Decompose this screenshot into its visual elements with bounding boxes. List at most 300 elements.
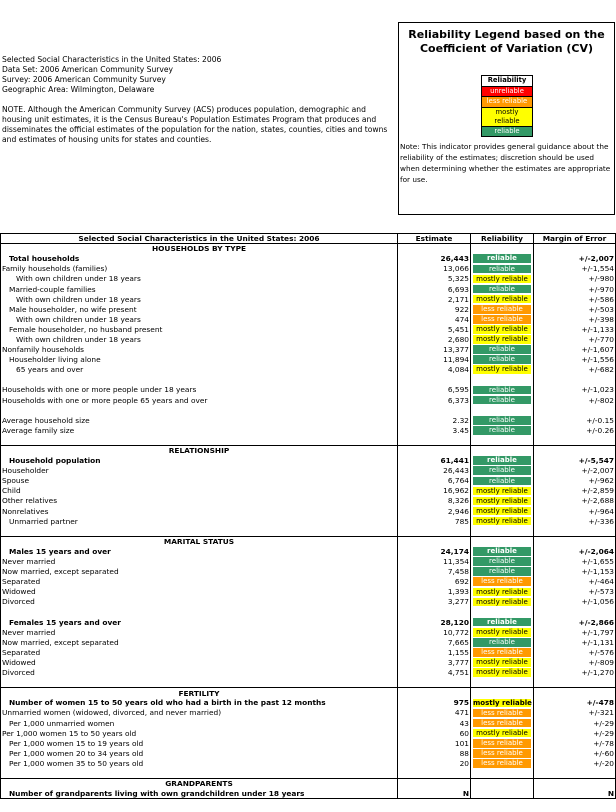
margin-of-error-cell: +/-1,797 [534, 627, 616, 637]
empty-cell [1, 435, 398, 445]
table-row [1, 284, 616, 294]
empty-cell [471, 607, 534, 617]
estimate-cell: 24,174 [398, 546, 471, 556]
row-label: Spouse [1, 476, 398, 486]
empty-cell [534, 768, 616, 778]
margin-of-error-cell: +/-809 [534, 657, 616, 667]
estimate-cell: N [398, 789, 471, 799]
reliability-cell [471, 284, 534, 294]
row-label: Widowed [1, 657, 398, 667]
reliability-cell [471, 728, 534, 738]
row-label: With own children under 18 years [1, 274, 398, 284]
table-header-row [1, 234, 616, 244]
empty-cell [1, 607, 398, 617]
spacer-row [1, 678, 616, 688]
row-label: Separated [1, 577, 398, 587]
margin-of-error-cell: +/-2,007 [534, 466, 616, 476]
section-title: FERTILITY [1, 688, 398, 698]
reliability-badge: mostly reliable [473, 628, 531, 637]
table-row [1, 304, 616, 314]
row-label: Widowed [1, 587, 398, 597]
table-row [1, 577, 616, 587]
margin-of-error-cell: N [534, 789, 616, 799]
empty-cell [398, 678, 471, 688]
reliability-cell [471, 425, 534, 435]
table-row [1, 597, 616, 607]
estimate-cell: 5,451 [398, 324, 471, 334]
empty-cell [398, 244, 471, 254]
spacer-row [1, 526, 616, 536]
margin-of-error-cell: +/-464 [534, 577, 616, 587]
table-row [1, 365, 616, 375]
estimate-cell: 28,120 [398, 617, 471, 627]
margin-of-error-cell: +/-2,064 [534, 546, 616, 556]
table-row [1, 425, 616, 435]
table-row [1, 617, 616, 627]
reliability-cell [471, 506, 534, 516]
estimate-cell: 4,084 [398, 365, 471, 375]
margin-of-error-cell: +/-336 [534, 516, 616, 526]
reliability-cell [471, 274, 534, 284]
table-row [1, 657, 616, 667]
margin-of-error-cell: +/-0.26 [534, 425, 616, 435]
empty-cell [1, 526, 398, 536]
row-label: Nonfamily households [1, 345, 398, 355]
margin-of-error-cell: +/-1,270 [534, 668, 616, 678]
estimate-cell: 2,946 [398, 506, 471, 516]
table-row [1, 557, 616, 567]
reliability-badge: reliable [473, 466, 531, 475]
margin-of-error-cell: +/-962 [534, 476, 616, 486]
row-label: Married-couple families [1, 284, 398, 294]
section-header-row [1, 779, 616, 789]
margin-of-error-cell: +/-980 [534, 274, 616, 284]
table-row [1, 415, 616, 425]
legend-heading: Reliability [482, 76, 533, 87]
estimate-cell: 6,373 [398, 395, 471, 405]
table-row [1, 506, 616, 516]
row-label: Family households (families) [1, 264, 398, 274]
table-row [1, 546, 616, 556]
reliability-cell [471, 718, 534, 728]
section-title: RELATIONSHIP [1, 445, 398, 455]
legend-item-reliable: reliable [482, 126, 533, 137]
row-label: Divorced [1, 597, 398, 607]
estimate-cell: 471 [398, 708, 471, 718]
estimate-cell: 88 [398, 748, 471, 758]
reliability-cell [471, 294, 534, 304]
margin-of-error-cell: +/-573 [534, 587, 616, 597]
estimate-cell: 6,693 [398, 284, 471, 294]
margin-of-error-cell: +/-1,023 [534, 385, 616, 395]
row-label: Households with one or more people under 18 years [1, 385, 398, 395]
estimate-cell: 26,443 [398, 254, 471, 264]
estimate-cell: 26,443 [398, 466, 471, 476]
reliability-badge: mostly reliable [473, 658, 531, 667]
estimate-cell: 11,894 [398, 355, 471, 365]
estimate-cell: 2.32 [398, 415, 471, 425]
reliability-badge: mostly reliable [473, 325, 531, 334]
row-label: Householder [1, 466, 398, 476]
estimate-cell: 5,325 [398, 274, 471, 284]
column-header-margin-of-error: Margin of Error [534, 234, 616, 244]
margin-of-error-cell: +/-1,056 [534, 597, 616, 607]
row-label: Now married, except separated [1, 637, 398, 647]
reliability-cell [471, 647, 534, 657]
reliability-cell [471, 385, 534, 395]
header-note: NOTE. Although the American Community Survey (ACS) produces population, demographic and housing unit estimates, it is the Census Bureau's Population Estimates Program that produces and disseminates the official estimates of the population for the nation, states, counties, cities and towns and estimates of housing units for states and counties. [2, 105, 388, 144]
reliability-cell [471, 557, 534, 567]
reliability-badge: reliable [473, 386, 531, 395]
table-row [1, 314, 616, 324]
estimate-cell: 11,354 [398, 557, 471, 567]
reliability-badge: reliable [473, 345, 531, 354]
reliability-badge: less reliable [473, 739, 531, 748]
reliability-badge: mostly reliable [473, 668, 531, 677]
section-header-row [1, 688, 616, 698]
row-label: With own children under 18 years [1, 314, 398, 324]
table-row [1, 476, 616, 486]
estimate-cell: 922 [398, 304, 471, 314]
reliability-badge: mostly reliable [473, 598, 531, 607]
reliability-badge: less reliable [473, 577, 531, 586]
estimate-cell: 3,777 [398, 657, 471, 667]
margin-of-error-cell: +/-29 [534, 718, 616, 728]
estimate-cell: 13,066 [398, 264, 471, 274]
empty-cell [471, 768, 534, 778]
margin-of-error-cell: +/-503 [534, 304, 616, 314]
table-row [1, 708, 616, 718]
estimate-cell: 8,326 [398, 496, 471, 506]
empty-cell [471, 779, 534, 789]
empty-cell [534, 405, 616, 415]
reliability-cell [471, 466, 534, 476]
margin-of-error-cell: +/-802 [534, 395, 616, 405]
empty-cell [534, 445, 616, 455]
reliability-badge: reliable [473, 618, 531, 627]
row-label: Per 1,000 women 20 to 34 years old [1, 748, 398, 758]
table-row [1, 264, 616, 274]
table-row [1, 789, 616, 799]
estimate-cell: 101 [398, 738, 471, 748]
section-title: GRANDPARENTS [1, 779, 398, 789]
table-row [1, 345, 616, 355]
table-row [1, 486, 616, 496]
reliability-badge: reliable [473, 456, 531, 465]
table-row [1, 718, 616, 728]
empty-cell [471, 435, 534, 445]
margin-of-error-cell: +/-1,607 [534, 345, 616, 355]
reliability-cell [471, 395, 534, 405]
estimate-cell: 7,458 [398, 567, 471, 577]
table-row [1, 395, 616, 405]
margin-of-error-cell: +/-478 [534, 698, 616, 708]
legend-table [481, 75, 533, 137]
reliability-cell [471, 546, 534, 556]
reliability-badge: less reliable [473, 719, 531, 728]
margin-of-error-cell: +/-2,688 [534, 496, 616, 506]
legend-item-less-reliable: less reliable [482, 97, 533, 108]
reliability-cell [471, 708, 534, 718]
table-row [1, 334, 616, 344]
legend-item-unreliable: unreliable [482, 86, 533, 97]
row-label: Males 15 years and over [1, 546, 398, 556]
table-row [1, 748, 616, 758]
reliability-cell [471, 314, 534, 324]
margin-of-error-cell: +/-0.15 [534, 415, 616, 425]
spacer-row [1, 768, 616, 778]
reliability-badge: reliable [473, 396, 531, 405]
estimate-cell: 6,595 [398, 385, 471, 395]
margin-of-error-cell: +/-398 [534, 314, 616, 324]
table-row [1, 274, 616, 284]
section-title: MARITAL STATUS [1, 536, 398, 546]
column-header-reliability: Reliability [471, 234, 534, 244]
reliability-cell [471, 355, 534, 365]
margin-of-error-cell: +/-20 [534, 758, 616, 768]
reliability-legend [398, 22, 615, 215]
row-label: Never married [1, 557, 398, 567]
empty-cell [471, 678, 534, 688]
margin-of-error-cell: +/-682 [534, 365, 616, 375]
estimate-cell: 20 [398, 758, 471, 768]
empty-cell [471, 375, 534, 385]
reliability-cell [471, 597, 534, 607]
empty-cell [1, 678, 398, 688]
reliability-badge: reliable [473, 547, 531, 556]
margin-of-error-cell: +/-29 [534, 728, 616, 738]
header-survey: Survey: 2006 American Community Survey [2, 75, 166, 84]
reliability-badge: mostly reliable [473, 487, 531, 496]
row-label: Average household size [1, 415, 398, 425]
empty-cell [534, 678, 616, 688]
row-label: Nonrelatives [1, 506, 398, 516]
row-label: Male householder, no wife present [1, 304, 398, 314]
reliability-badge: reliable [473, 426, 531, 435]
reliability-cell [471, 789, 534, 799]
estimate-cell: 61,441 [398, 456, 471, 466]
estimate-cell: 785 [398, 516, 471, 526]
empty-cell [398, 375, 471, 385]
table-row [1, 738, 616, 748]
spacer-row [1, 435, 616, 445]
reliability-badge: reliable [473, 638, 531, 647]
table-row [1, 567, 616, 577]
reliability-badge: mostly reliable [473, 365, 531, 374]
reliability-badge: less reliable [473, 709, 531, 718]
reliability-badge: mostly reliable [473, 295, 531, 304]
margin-of-error-cell: +/-1,131 [534, 637, 616, 647]
row-label: Households with one or more people 65 years and over [1, 395, 398, 405]
table-row [1, 758, 616, 768]
empty-cell [471, 526, 534, 536]
margin-of-error-cell: +/-2,007 [534, 254, 616, 264]
table-row [1, 637, 616, 647]
reliability-cell [471, 456, 534, 466]
reliability-cell [471, 365, 534, 375]
margin-of-error-cell: +/-1,556 [534, 355, 616, 365]
reliability-cell [471, 324, 534, 334]
margin-of-error-cell: +/-770 [534, 334, 616, 344]
spacer-row [1, 405, 616, 415]
reliability-badge: reliable [473, 254, 531, 263]
empty-cell [1, 405, 398, 415]
reliability-cell [471, 617, 534, 627]
margin-of-error-cell: +/-1,133 [534, 324, 616, 334]
section-header-row [1, 244, 616, 254]
reliability-badge: reliable [473, 567, 531, 576]
reliability-cell [471, 637, 534, 647]
row-label: With own children under 18 years [1, 294, 398, 304]
row-label: Unmarried partner [1, 516, 398, 526]
row-label: Unmarried women (widowed, divorced, and never married) [1, 708, 398, 718]
empty-cell [398, 607, 471, 617]
row-label: Householder living alone [1, 355, 398, 365]
empty-cell [398, 688, 471, 698]
estimate-cell: 3.45 [398, 425, 471, 435]
margin-of-error-cell: +/-2,866 [534, 617, 616, 627]
estimate-cell: 474 [398, 314, 471, 324]
row-label: Number of grandparents living with own grandchildren under 18 years [1, 789, 398, 799]
reliability-badge: less reliable [473, 749, 531, 758]
reliability-cell [471, 254, 534, 264]
empty-cell [534, 375, 616, 385]
reliability-cell [471, 668, 534, 678]
margin-of-error-cell: +/-5,547 [534, 456, 616, 466]
reliability-cell [471, 758, 534, 768]
legend-note: Note: This indicator provides general guidance about the reliability of the estimates; discretion should be used when determining whether the estimates are appropriate for use. [400, 142, 611, 184]
empty-cell [398, 405, 471, 415]
row-label: Females 15 years and over [1, 617, 398, 627]
row-label: Now married, except separated [1, 567, 398, 577]
reliability-cell [471, 698, 534, 708]
reliability-badge: reliable [473, 285, 531, 294]
reliability-badge: mostly reliable [473, 335, 531, 344]
empty-cell [534, 536, 616, 546]
margin-of-error-cell: +/-970 [534, 284, 616, 294]
header-dataset: Data Set: 2006 American Community Survey [2, 65, 174, 74]
reliability-cell [471, 334, 534, 344]
reliability-cell [471, 567, 534, 577]
reliability-badge: mostly reliable [473, 729, 531, 738]
table-row [1, 466, 616, 476]
row-label: Total households [1, 254, 398, 264]
table-row [1, 254, 616, 264]
estimate-cell: 60 [398, 728, 471, 738]
empty-cell [534, 244, 616, 254]
column-header-estimate: Estimate [398, 234, 471, 244]
reliability-badge: mostly reliable [473, 275, 531, 284]
table-row [1, 324, 616, 334]
row-label: Household population [1, 456, 398, 466]
reliability-cell [471, 627, 534, 637]
header-title: Selected Social Characteristics in the United States: 2006 [2, 55, 222, 64]
reliability-cell [471, 496, 534, 506]
empty-cell [471, 445, 534, 455]
reliability-cell [471, 738, 534, 748]
empty-cell [398, 526, 471, 536]
estimate-cell: 2,680 [398, 334, 471, 344]
estimate-cell: 7,665 [398, 637, 471, 647]
empty-cell [398, 435, 471, 445]
reliability-badge: reliable [473, 265, 531, 274]
empty-cell [1, 768, 398, 778]
empty-cell [534, 779, 616, 789]
characteristics-table [0, 233, 616, 799]
reliability-cell [471, 304, 534, 314]
row-label: With own children under 18 years [1, 334, 398, 344]
row-label: Divorced [1, 668, 398, 678]
table-row [1, 698, 616, 708]
estimate-cell: 975 [398, 698, 471, 708]
empty-cell [534, 607, 616, 617]
margin-of-error-cell: +/-1,554 [534, 264, 616, 274]
table-row [1, 627, 616, 637]
legend-item-mostly-reliable: mostly reliable [482, 107, 533, 126]
row-label: Per 1,000 unmarried women [1, 718, 398, 728]
reliability-cell [471, 264, 534, 274]
table-row [1, 294, 616, 304]
margin-of-error-cell: +/-576 [534, 647, 616, 657]
empty-cell [534, 688, 616, 698]
empty-cell [534, 526, 616, 536]
reliability-badge: less reliable [473, 648, 531, 657]
table-row [1, 456, 616, 466]
table-row [1, 516, 616, 526]
reliability-badge: mostly reliable [473, 588, 531, 597]
empty-cell [1, 375, 398, 385]
estimate-cell: 692 [398, 577, 471, 587]
reliability-cell [471, 415, 534, 425]
estimate-cell: 13,377 [398, 345, 471, 355]
empty-cell [471, 405, 534, 415]
row-label: Average family size [1, 425, 398, 435]
reliability-badge: mostly reliable [473, 507, 531, 516]
table-row [1, 647, 616, 657]
empty-cell [471, 688, 534, 698]
table-row [1, 668, 616, 678]
estimate-cell: 16,962 [398, 486, 471, 496]
reliability-cell [471, 577, 534, 587]
reliability-badge: mostly reliable [473, 497, 531, 506]
margin-of-error-cell: +/-964 [534, 506, 616, 516]
row-label: Per 1,000 women 35 to 50 years old [1, 758, 398, 768]
reliability-cell [471, 516, 534, 526]
row-label: Separated [1, 647, 398, 657]
estimate-cell: 43 [398, 718, 471, 728]
reliability-cell [471, 657, 534, 667]
empty-cell [398, 536, 471, 546]
reliability-badge: reliable [473, 477, 531, 486]
margin-of-error-cell: +/-2,859 [534, 486, 616, 496]
spacer-row [1, 375, 616, 385]
reliability-cell [471, 486, 534, 496]
reliability-cell [471, 345, 534, 355]
estimate-cell: 1,393 [398, 587, 471, 597]
reliability-badge: less reliable [473, 305, 531, 314]
row-label: 65 years and over [1, 365, 398, 375]
empty-cell [398, 779, 471, 789]
empty-cell [534, 435, 616, 445]
row-label: Other relatives [1, 496, 398, 506]
margin-of-error-cell: +/-321 [534, 708, 616, 718]
estimate-cell: 10,772 [398, 627, 471, 637]
reliability-cell [471, 476, 534, 486]
row-label: Per 1,000 women 15 to 50 years old [1, 728, 398, 738]
reliability-badge: mostly reliable [473, 517, 531, 526]
reliability-badge: reliable [473, 416, 531, 425]
margin-of-error-cell: +/-60 [534, 748, 616, 758]
